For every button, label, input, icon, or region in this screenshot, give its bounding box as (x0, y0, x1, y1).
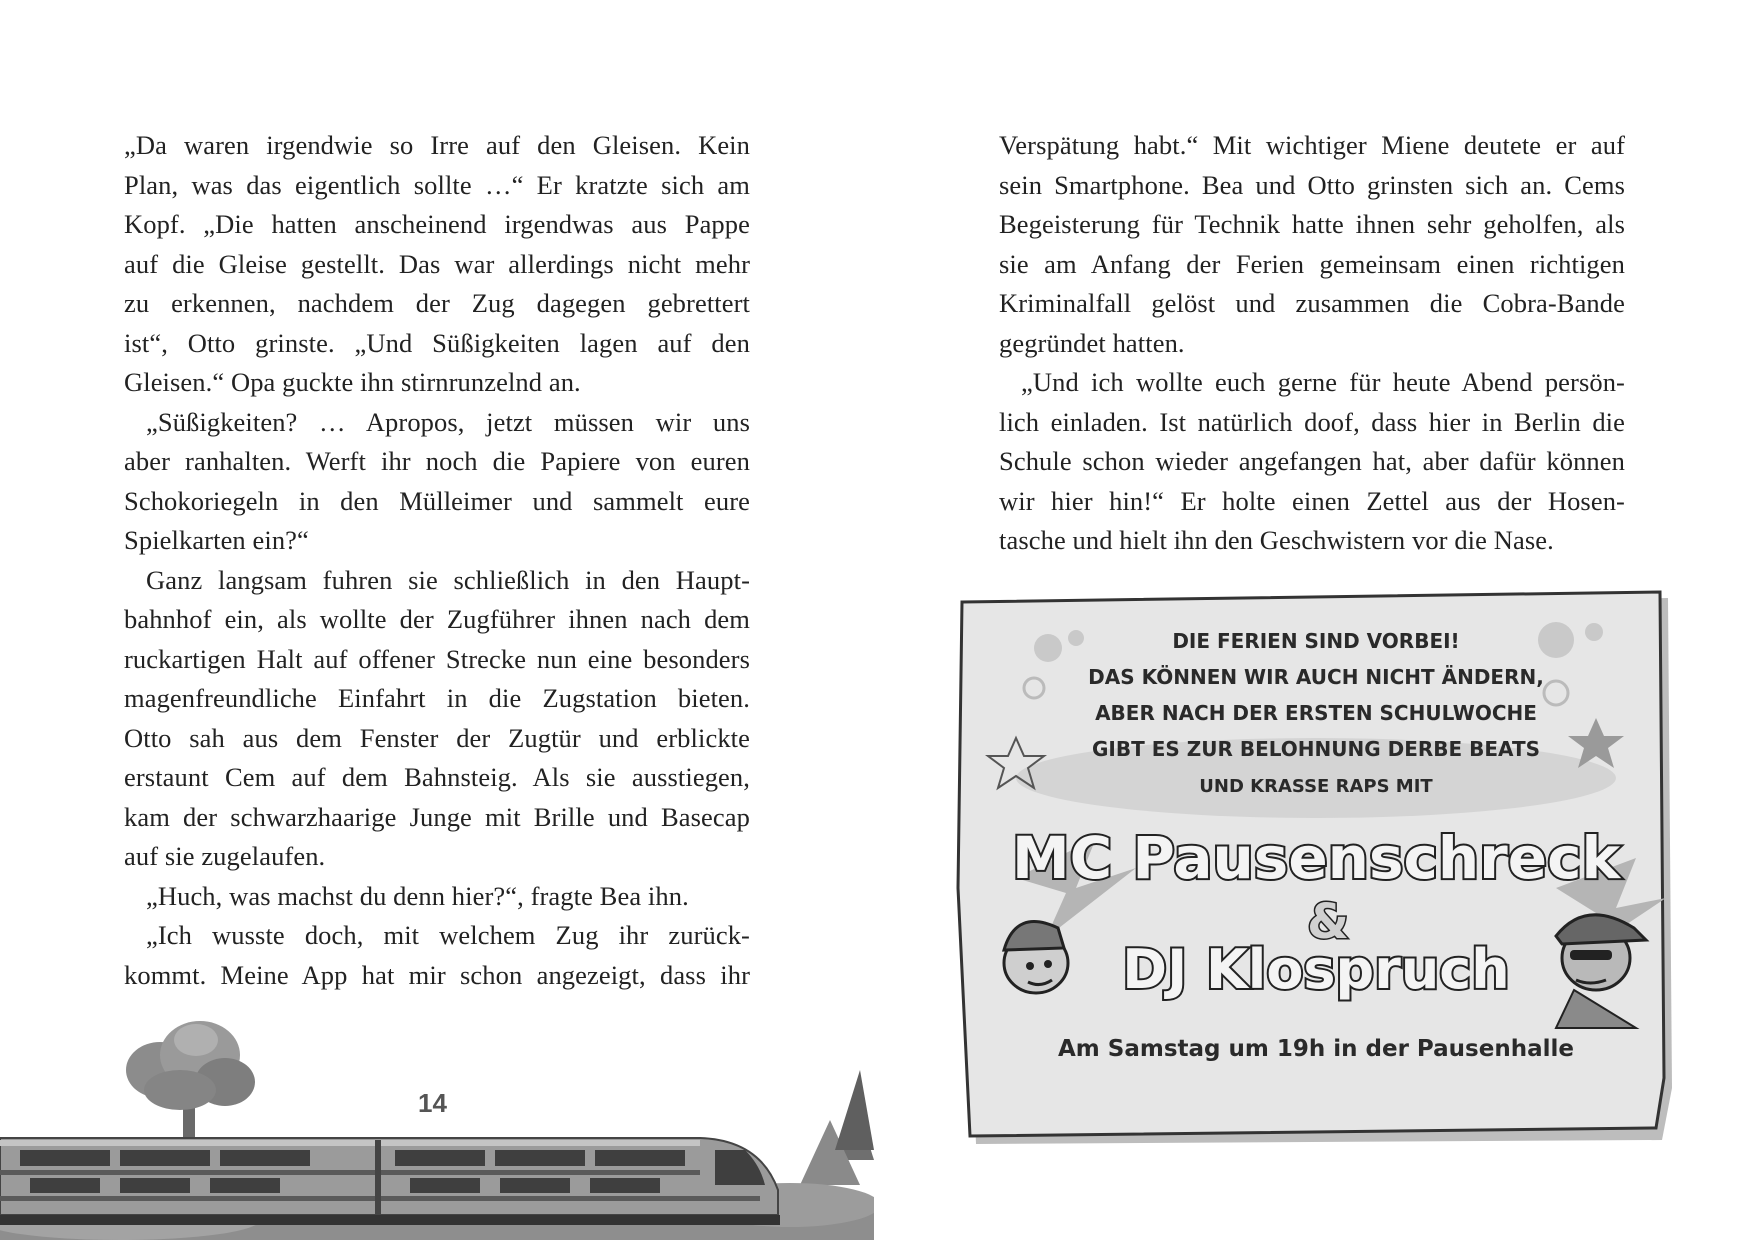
tree-icon (126, 1021, 255, 1140)
flyer-line: DIE FERIEN SIND VORBEI! (1172, 629, 1460, 653)
flyer-footer: Am Samstag um 19h in der Pausenhalle (1058, 1036, 1574, 1062)
text-line: Gleisen.“ Opa guckte ihn stirnrunzelnd an. (124, 367, 581, 397)
text-line: aber ranhalten. Werft ihr noch die Papiere von euren (124, 446, 750, 476)
text-line: erstaunt Cem auf dem Bahnsteig. Als sie ausstiegen, (124, 762, 750, 792)
train-illustration (0, 1000, 874, 1240)
text-line: lich einladen. Ist natürlich doof, dass hier in Berlin die (999, 406, 1625, 437)
text-line: Verspätung habt.“ Mit wichtiger Miene deutete er auf (999, 130, 1625, 160)
text-line: „Süßigkeiten? … Apropos, jetzt müssen wir uns (146, 406, 750, 437)
right-page-text (999, 126, 1625, 561)
flyer-line: DAS KÖNNEN WIR AUCH NICHT ÄNDERN, (1088, 665, 1544, 689)
flyer-line: UND KRASSE RAPS MIT (1199, 776, 1433, 797)
flyer-line: GIBT ES ZUR BELOHNUNG DERBE BEATS (1091, 737, 1541, 761)
party-flyer (956, 588, 1676, 1148)
text-line: ist“, Otto grinste. „Und Süßigkeiten lagen auf den (124, 327, 750, 358)
text-line: bahnhof ein, als wollte der Zugführer ihnen nach dem (124, 604, 750, 634)
text-line: „Da waren irgendwie so Irre auf den Gleisen. Kein (124, 130, 750, 160)
right-page (874, 0, 1748, 1240)
text-line: Spielkarten ein?“ (124, 525, 309, 555)
text-line: tasche und hielt ihn den Geschwistern vor die Nase. (999, 525, 1554, 555)
text-line: Schokoriegeln in den Mülleimer und sammelt eure (124, 485, 750, 516)
text-line: Schule schon wieder angefangen hat, aber dafür können (999, 446, 1625, 476)
text-line: „Ich wusste doch, mit welchem Zug ihr zurück- (146, 920, 750, 950)
text-line: magenfreundliche Einfahrt in die Zugstation bieten. (124, 683, 750, 713)
text-line: kommt. Meine App hat mir schon angezeigt, dass ihr (124, 959, 750, 990)
artist-name-1: MC Pausenschreck (1011, 824, 1621, 892)
text-line: Begeisterung für Technik hatte ihnen sehr geholfen, als (999, 209, 1625, 239)
text-line: Otto sah aus dem Fenster der Zugtür und erblickte (124, 722, 750, 753)
text-line: Kopf. „Die hatten anscheinend irgendwas aus Pappe (124, 209, 750, 239)
text-line: ruckartigen Halt auf offener Strecke nun eine besonders (124, 643, 750, 674)
text-line: auf die Gleise gestellt. Das war allerdings nicht mehr (124, 248, 750, 279)
text-line: gegründet hatten. (999, 327, 1185, 358)
ampersand: & (1307, 894, 1349, 950)
text-line: „Huch, was machst du denn hier?“, fragte Bea ihn. (146, 880, 689, 911)
text-line: Kriminalfall gelöst und zusammen die Cobra-Bande (999, 288, 1625, 318)
text-line: wir hier hin!“ Er holte einen Zettel aus der Hosen- (999, 485, 1625, 516)
pine-trees-icon (800, 1070, 874, 1185)
text-line: kam der schwarzhaarige Junge mit Brille und Basecap (124, 801, 750, 832)
flyer-line: ABER NACH DER ERSTEN SCHULWOCHE (1095, 701, 1537, 725)
left-page-text (124, 126, 750, 995)
text-line: auf sie zugelaufen. (124, 841, 326, 871)
text-line: zu erkennen, nachdem der Zug dagegen gebrettert (124, 288, 750, 318)
text-line: Ganz langsam fuhren sie schließlich in den Haupt- (146, 564, 750, 595)
train-icon (0, 1138, 780, 1225)
text-line: „Und ich wollte euch gerne für heute Abend persön- (1021, 367, 1625, 397)
rapper-character-icon (1004, 922, 1068, 993)
text-line: sein Smartphone. Bea und Otto grinsten sich an. Cems (999, 169, 1625, 200)
page-number: 14 (418, 1088, 447, 1118)
text-line: Plan, was das eigentlich sollte …“ Er kratzte sich am (124, 169, 750, 200)
text-line: sie am Anfang der Ferien gemeinsam einen richtigen (999, 248, 1625, 279)
artist-name-2: DJ Klospruch (1122, 938, 1510, 1001)
